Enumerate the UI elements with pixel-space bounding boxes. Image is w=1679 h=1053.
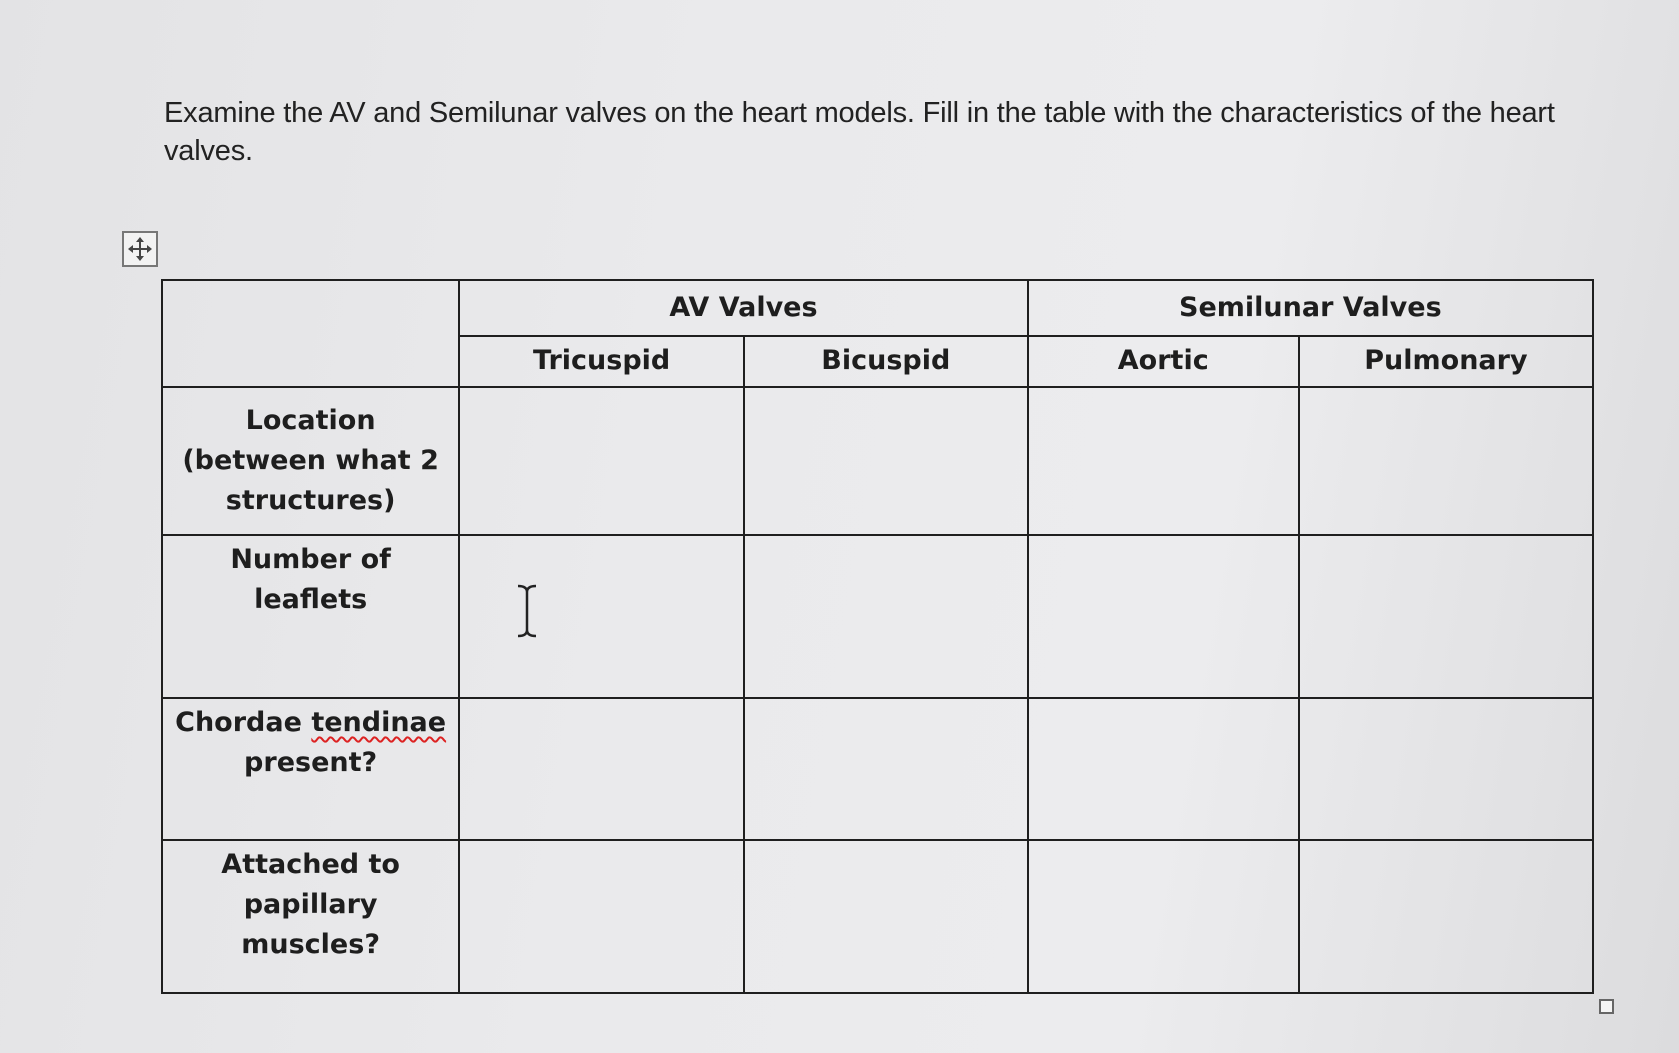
row-header-papillary-line3: muscles?	[241, 929, 380, 961]
cell-chordae-pulmonary[interactable]	[1299, 698, 1593, 840]
cell-papillary-bicuspid[interactable]	[744, 840, 1028, 993]
column-header-pulmonary: Pulmonary	[1299, 336, 1593, 387]
column-header-aortic: Aortic	[1028, 336, 1299, 387]
cell-papillary-aortic[interactable]	[1028, 840, 1299, 993]
cell-location-tricuspid[interactable]	[459, 387, 744, 535]
move-arrows-icon	[127, 236, 153, 262]
row-header-papillary	[162, 840, 459, 993]
table-row-leaflets	[162, 535, 1593, 698]
row-header-leaflets-line2: leaflets	[254, 584, 368, 616]
i-beam-cursor-icon	[513, 583, 541, 639]
av-valves-header: AV Valves	[459, 280, 1027, 336]
spellcheck-misspelled-word[interactable]: tendinae	[311, 707, 447, 738]
text-cursor	[513, 583, 541, 651]
row-header-chordae-line1	[171, 703, 450, 743]
cell-leaflets-pulmonary[interactable]	[1299, 535, 1593, 698]
cell-leaflets-tricuspid[interactable]	[459, 535, 744, 698]
row-header-leaflets-line1: Number of	[230, 544, 391, 576]
cell-papillary-pulmonary[interactable]	[1299, 840, 1593, 993]
table-row-chordae	[162, 698, 1593, 840]
resize-handle-icon[interactable]	[1599, 999, 1614, 1014]
row-header-chordae-word1: Chordae	[175, 707, 302, 738]
instructions-text: Examine the AV and Semilunar valves on the heart models. Fill in the table with the characteristics of the heart valves.	[164, 97, 1555, 167]
cell-location-aortic[interactable]	[1028, 387, 1299, 535]
cell-chordae-bicuspid[interactable]	[744, 698, 1028, 840]
cell-leaflets-aortic[interactable]	[1028, 535, 1299, 698]
column-header-tricuspid: Tricuspid	[459, 336, 744, 387]
column-header-bicuspid: Bicuspid	[744, 336, 1028, 387]
table-row-papillary	[162, 840, 1593, 993]
table-move-handle[interactable]	[122, 231, 158, 267]
row-header-location-line3: structures)	[225, 485, 396, 517]
corner-cell[interactable]	[162, 280, 459, 387]
cell-papillary-tricuspid[interactable]	[459, 840, 744, 993]
row-header-leaflets	[162, 535, 459, 698]
row-header-chordae	[162, 698, 459, 840]
row-header-papillary-line2: papillary	[243, 889, 378, 921]
row-header-location	[162, 387, 459, 535]
row-header-location-line1: Location	[245, 405, 376, 437]
cell-chordae-tricuspid[interactable]	[459, 698, 744, 840]
table-row-location	[162, 387, 1593, 535]
row-header-chordae-line2: present?	[244, 747, 378, 778]
semilunar-valves-header: Semilunar Valves	[1028, 280, 1593, 336]
cell-leaflets-bicuspid[interactable]	[744, 535, 1028, 698]
cell-location-pulmonary[interactable]	[1299, 387, 1593, 535]
valves-table	[161, 279, 1594, 994]
row-header-papillary-line1: Attached to	[221, 849, 400, 881]
cell-location-bicuspid[interactable]	[744, 387, 1028, 535]
row-header-location-line2: (between what 2	[182, 445, 439, 477]
cell-chordae-aortic[interactable]	[1028, 698, 1299, 840]
